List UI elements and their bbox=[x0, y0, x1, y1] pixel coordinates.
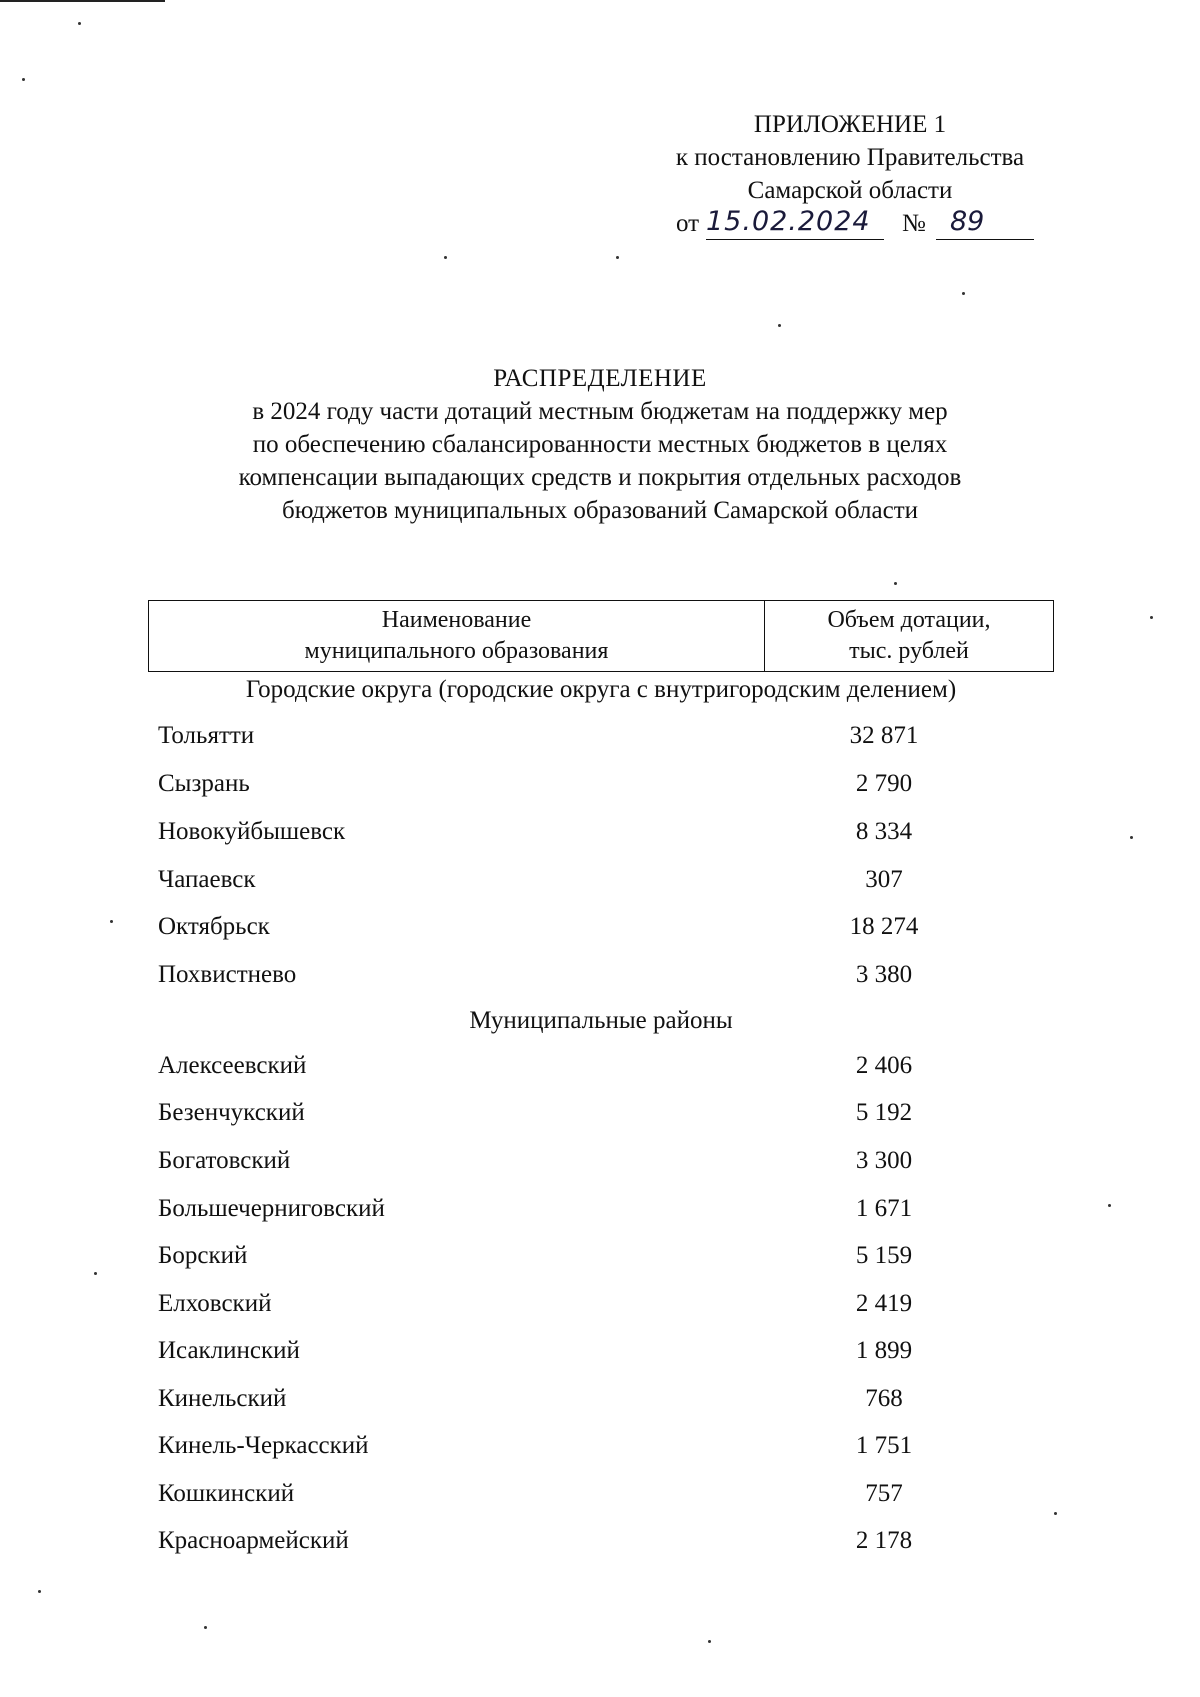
row-value: 1 751 bbox=[855, 1432, 913, 1459]
scan-speck bbox=[616, 256, 619, 259]
table-row bbox=[158, 818, 1038, 852]
row-value: 3 300 bbox=[855, 1147, 913, 1174]
appendix-block bbox=[640, 108, 1060, 243]
row-value: 2 406 bbox=[855, 1052, 913, 1079]
scan-speck bbox=[894, 582, 897, 585]
row-name: Красноармейский bbox=[158, 1527, 349, 1554]
row-name: Большечерниговский bbox=[158, 1195, 385, 1222]
row-name: Кинель-Черкасский bbox=[158, 1432, 369, 1459]
table-row bbox=[158, 866, 1038, 900]
table-row bbox=[158, 961, 1038, 995]
row-name: Октябрьск bbox=[158, 913, 270, 940]
scan-speck bbox=[94, 1272, 97, 1275]
scan-edge-mark bbox=[0, 0, 165, 2]
scan-speck bbox=[78, 22, 81, 25]
document-title-block bbox=[150, 362, 1050, 527]
header-name-line-1: Наименование bbox=[381, 607, 532, 633]
table-row bbox=[158, 1052, 1038, 1086]
scan-speck bbox=[444, 256, 447, 259]
number-prefix: № bbox=[902, 210, 926, 237]
table-row bbox=[158, 1480, 1038, 1514]
appendix-region: Самарской области bbox=[747, 177, 953, 204]
title-line-3: компенсации выпадающих средств и покрытия отдельных расходов bbox=[238, 464, 962, 491]
row-name: Новокуйбышевск bbox=[158, 818, 346, 845]
row-name: Сызрань bbox=[158, 770, 250, 797]
appendix-title: ПРИЛОЖЕНИЕ 1 bbox=[753, 111, 947, 138]
appendix-date-line bbox=[640, 207, 1060, 243]
scan-speck bbox=[204, 1626, 207, 1629]
row-value: 3 380 bbox=[855, 961, 913, 988]
table-row bbox=[158, 1195, 1038, 1229]
table-row bbox=[158, 1099, 1038, 1133]
title-line-2: по обеспечению сбалансированности местных бюджетов в целях bbox=[252, 431, 948, 458]
row-value: 307 bbox=[865, 866, 903, 893]
row-name: Тольятти bbox=[158, 722, 255, 749]
row-value: 5 192 bbox=[855, 1099, 913, 1126]
row-value: 768 bbox=[865, 1385, 903, 1412]
row-value: 32 871 bbox=[849, 722, 919, 749]
row-value: 2 790 bbox=[855, 770, 913, 797]
row-value: 8 334 bbox=[855, 818, 913, 845]
row-name: Богатовский bbox=[158, 1147, 291, 1174]
section-heading-urban-districts: Городские округа (городские округа с внутригородским делением) bbox=[245, 676, 957, 703]
row-value: 5 159 bbox=[855, 1242, 913, 1269]
scan-speck bbox=[778, 324, 781, 327]
section-heading-municipal-districts: Муниципальные районы bbox=[469, 1007, 733, 1034]
row-name: Чапаевск bbox=[158, 866, 256, 893]
header-name-line-2: муниципального образования bbox=[304, 638, 609, 664]
table-row bbox=[158, 913, 1038, 947]
row-name: Исаклинский bbox=[158, 1337, 300, 1364]
scan-speck bbox=[1108, 1204, 1111, 1207]
scan-speck bbox=[1130, 836, 1133, 839]
row-value: 18 274 bbox=[849, 913, 919, 940]
row-name: Борский bbox=[158, 1242, 248, 1269]
row-value: 2 419 bbox=[855, 1290, 913, 1317]
scan-speck bbox=[110, 920, 113, 923]
scan-speck bbox=[1054, 1512, 1057, 1515]
table-row bbox=[158, 1290, 1038, 1324]
header-amount-column bbox=[765, 601, 1053, 671]
row-name: Безенчукский bbox=[158, 1099, 305, 1126]
row-value: 1 899 bbox=[855, 1337, 913, 1364]
scan-speck bbox=[38, 1590, 41, 1593]
table-row bbox=[158, 1242, 1038, 1276]
header-name-column bbox=[149, 601, 765, 671]
scan-speck bbox=[22, 78, 25, 81]
header-amount-line-2: тыс. рублей bbox=[849, 638, 969, 664]
row-value: 757 bbox=[865, 1480, 903, 1507]
row-name: Алексеевский bbox=[158, 1052, 307, 1079]
appendix-reference: к постановлению Правительства bbox=[675, 144, 1025, 171]
row-name: Кинельский bbox=[158, 1385, 287, 1412]
table-row bbox=[158, 1527, 1038, 1561]
handwritten-number: 89 bbox=[936, 205, 1034, 240]
row-name: Елховский bbox=[158, 1290, 272, 1317]
date-prefix: от bbox=[676, 210, 700, 237]
title-line-1: в 2024 году части дотаций местным бюджетам на поддержку мер bbox=[252, 398, 948, 425]
row-name: Похвистнево bbox=[158, 961, 297, 988]
table-row bbox=[158, 1432, 1038, 1466]
document-heading: РАСПРЕДЕЛЕНИЕ bbox=[493, 365, 707, 392]
row-name: Кошкинский bbox=[158, 1480, 295, 1507]
row-value: 1 671 bbox=[855, 1195, 913, 1222]
table-row bbox=[158, 722, 1038, 756]
row-value: 2 178 bbox=[855, 1527, 913, 1554]
table-row bbox=[158, 1337, 1038, 1371]
scan-speck bbox=[708, 1640, 711, 1643]
scan-speck bbox=[962, 292, 965, 295]
header-amount-line-1: Объем дотации, bbox=[827, 607, 991, 633]
table-row bbox=[158, 1385, 1038, 1419]
title-line-4: бюджетов муниципальных образований Самарской области bbox=[281, 497, 919, 524]
scan-speck bbox=[1150, 616, 1153, 619]
handwritten-date: 15.02.2024 bbox=[706, 205, 884, 240]
table-header bbox=[148, 600, 1054, 672]
table-row bbox=[158, 1147, 1038, 1181]
table-row bbox=[158, 770, 1038, 804]
